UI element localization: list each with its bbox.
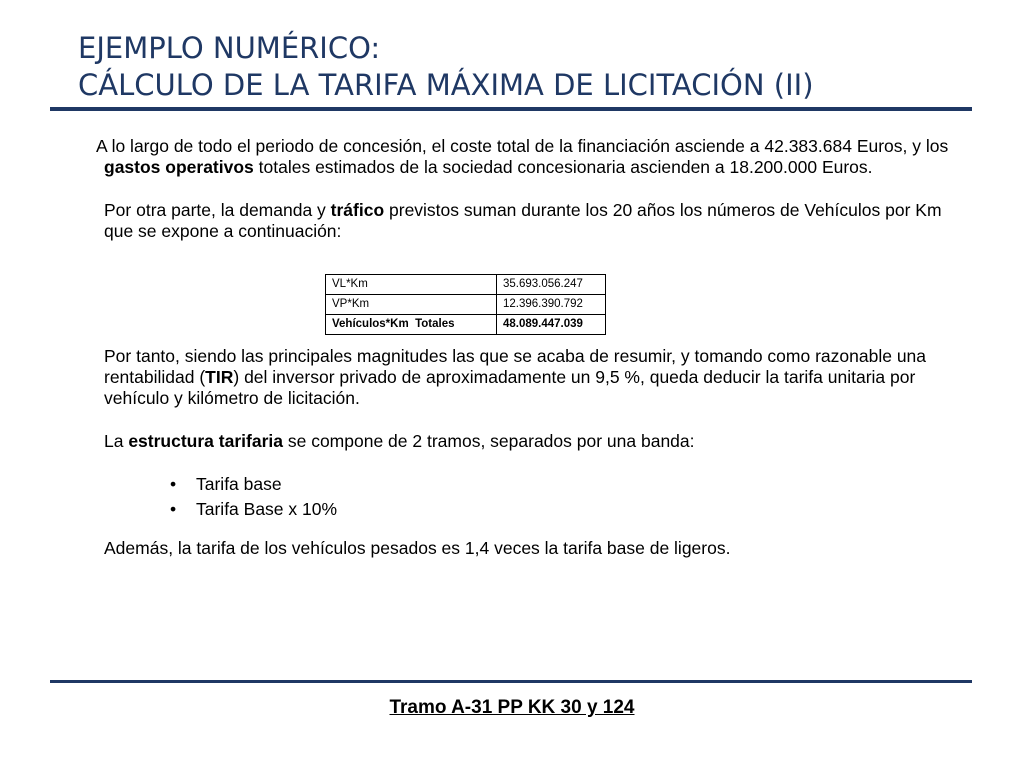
paragraph-4-bold: estructura tarifaria: [128, 431, 283, 451]
top-divider: [50, 107, 972, 111]
paragraph-heavy-vehicles: Además, la tarifa de los vehículos pesados es 1,4 veces la tarifa base de ligeros.: [104, 538, 731, 558]
paragraph-tariff-structure: [104, 431, 964, 452]
paragraph-1-text-b: totales estimados de la sociedad concesionaria ascienden a 18.200.000 Euros.: [253, 157, 873, 177]
paragraph-3-text-b: ) del inversor privado de aproximadamente un 9,5 %, queda deducir la tarifa unitaria por vehículo y kilómetro de licitación.: [104, 367, 916, 408]
table-cell-label: VL*Km: [326, 275, 497, 295]
paragraph-tir: [104, 346, 964, 409]
bullet-icon: •: [170, 474, 177, 494]
table-cell-value: 12.396.390.792: [497, 295, 606, 315]
traffic-table: [325, 274, 606, 335]
paragraph-traffic: [104, 200, 964, 242]
bullet-text: Tarifa base: [196, 474, 282, 494]
title-line-2: CÁLCULO DE LA TARIFA MÁXIMA DE LICITACIÓN (II): [78, 68, 814, 102]
paragraph-3-bold: TIR: [205, 367, 234, 387]
list-item: [170, 474, 964, 495]
paragraph-1-text-a: A lo largo de todo el periodo de concesión, el coste total de la financiación asciende a 42.383.684 Euros, y los: [96, 136, 949, 156]
bottom-divider: [50, 680, 972, 683]
slide-title: [78, 30, 978, 104]
paragraph-4-text-b: se compone de 2 tramos, separados por una banda:: [282, 431, 695, 451]
title-line-1: EJEMPLO NUMÉRICO:: [78, 31, 381, 65]
table-row-total: [326, 315, 606, 335]
table-cell-label: Vehículos*Km Totales: [326, 315, 497, 335]
slide-body: [96, 136, 964, 559]
paragraph-2-text-a: Por otra parte, la demanda y: [104, 200, 331, 220]
table-row: [326, 295, 606, 315]
paragraph-1-bold: gastos operativos: [104, 157, 254, 177]
paragraph-4-text-a: La: [104, 431, 129, 451]
table-cell-label: VP*Km: [326, 295, 497, 315]
list-item: [170, 499, 964, 520]
paragraph-financing: [96, 136, 964, 178]
bullet-text: Tarifa Base x 10%: [196, 499, 338, 519]
paragraph-2-bold: tráfico: [330, 200, 385, 220]
table-cell-value: 48.089.447.039: [497, 315, 606, 335]
paragraph-3-text-a: Por tanto, siendo las principales magnitudes las que se acaba de resumir, y tomando como razonable una rentabilidad (: [104, 346, 927, 387]
tariff-bullet-list: [170, 474, 964, 520]
paragraph-2-text-b: previstos suman durante los 20 años los números de Vehículos por Km que se expone a continuación:: [104, 200, 942, 241]
table-cell-value: 35.693.056.247: [497, 275, 606, 295]
footer-caption: Tramo A-31 PP KK 30 y 124: [389, 697, 635, 718]
bullet-icon: •: [170, 499, 177, 519]
table-row: [326, 275, 606, 295]
